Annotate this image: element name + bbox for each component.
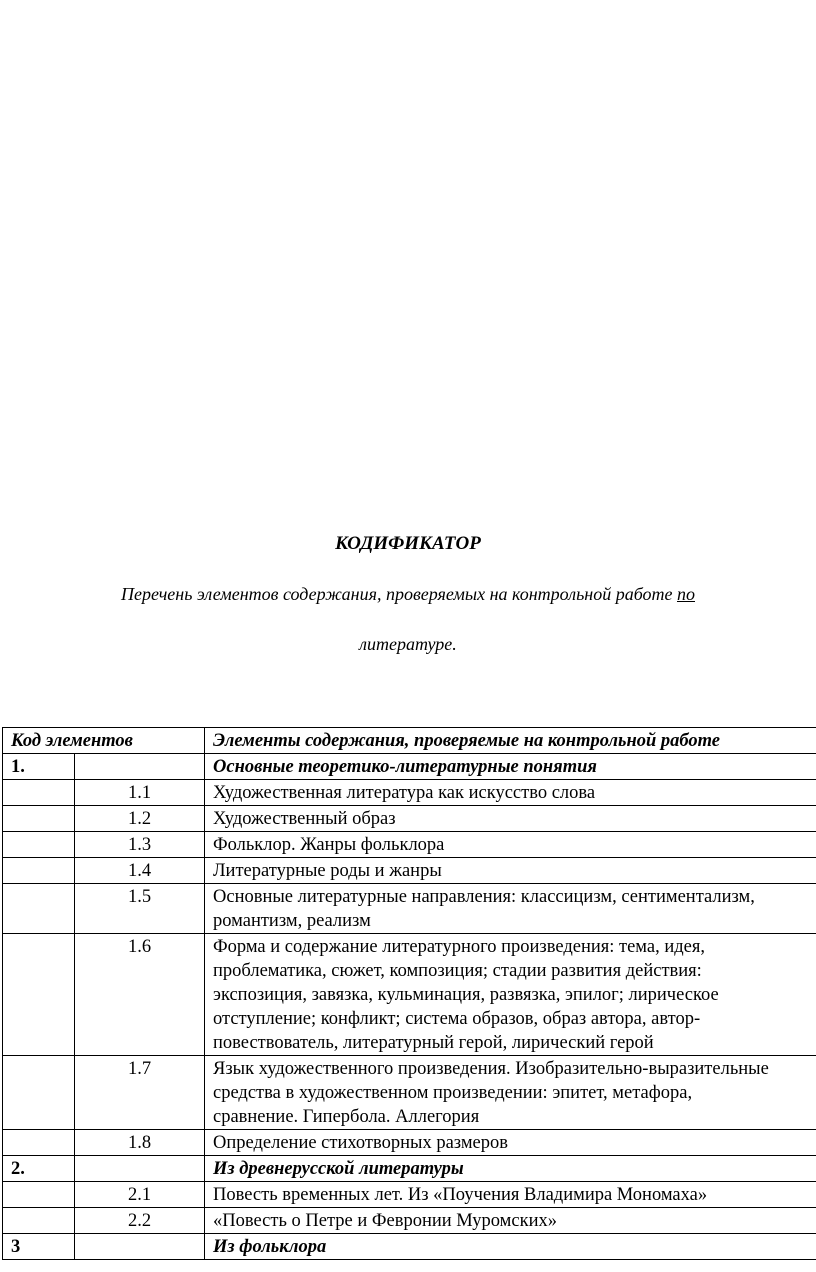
element-code: 1.3 [75,832,205,858]
content-line: отступление; конфликт; система образов, образ автора, автор- [213,1009,701,1029]
element-content [205,1182,816,1208]
element-code: 1.2 [75,806,205,832]
content-line: экспозиция, завязка, кульминация, развязка, эпилог; лирическое [213,985,719,1005]
subtitle-underlined-word: по [677,584,695,604]
empty-cell [3,806,75,832]
element-content [205,1056,816,1130]
empty-cell [3,832,75,858]
element-code: 2.2 [75,1208,205,1234]
header-code: Код элементов [3,728,205,754]
section-code: 3 [3,1234,75,1260]
empty-cell [3,858,75,884]
element-code: 2.1 [75,1182,205,1208]
element-content [205,858,816,884]
table-row [3,1056,816,1130]
section-title: Основные теоретико-литературные понятия [205,754,816,780]
content-line: романтизм, реализм [213,911,371,931]
empty-cell [3,934,75,1056]
table-row [3,780,816,806]
table-section-row [3,754,816,780]
content-line: Художественная литература как искусство слова [213,783,596,803]
table-row [3,1182,816,1208]
content-line: проблематика, сюжет, композиция; стадии развития действия: [213,961,702,981]
element-code: 1.7 [75,1056,205,1130]
content-line: Повесть временных лет. Из «Поучения Владимира Мономаха» [213,1185,708,1205]
empty-cell [3,1130,75,1156]
empty-cell [3,884,75,934]
element-content [205,780,816,806]
document-title: КОДИФИКАТОР [335,533,481,554]
subtitle-text: Перечень элементов содержания, проверяемых на контрольной работе [120,584,677,604]
subtitle-line-2: литературе. [359,634,457,654]
table-row [3,1130,816,1156]
content-line: Основные литературные направления: классицизм, сентиментализм, [213,887,755,907]
element-code: 1.5 [75,884,205,934]
section-title: Из древнерусской литературы [205,1156,816,1182]
empty-cell [3,1182,75,1208]
content-line: Определение стихотворных размеров [213,1133,508,1153]
element-content [205,1208,816,1234]
element-content [205,806,816,832]
table-row [3,934,816,1056]
section-code: 1. [3,754,75,780]
element-content [205,1130,816,1156]
element-content [205,884,816,934]
element-code: 1.8 [75,1130,205,1156]
content-line: Художественный образ [213,809,396,829]
table-section-row [3,1156,816,1182]
empty-cell [75,754,205,780]
table-row [3,1208,816,1234]
header-content: Элементы содержания, проверяемые на контрольной работе [205,728,816,754]
table-row [3,858,816,884]
empty-cell [75,1234,205,1260]
empty-cell [3,1056,75,1130]
element-content [205,832,816,858]
empty-cell [3,780,75,806]
table-header-row [3,728,816,754]
table-section-row [3,1234,816,1260]
codifier-table [2,727,816,1260]
content-line: средства в художественном произведении: эпитет, метафора, [213,1083,693,1103]
content-line: Форма и содержание литературного произведения: тема, идея, [213,937,706,957]
content-line: Язык художественного произведения. Изобразительно-выразительные [213,1059,769,1079]
content-line: сравнение. Гипербола. Аллегория [213,1107,480,1127]
element-content [205,934,816,1056]
content-line: Литературные роды и жанры [213,861,442,881]
empty-cell [75,1156,205,1182]
content-line: Фольклор. Жанры фольклора [213,835,445,855]
section-code: 2. [3,1156,75,1182]
element-code: 1.6 [75,934,205,1056]
table-row [3,884,816,934]
empty-cell [3,1208,75,1234]
element-code: 1.1 [75,780,205,806]
section-title: Из фольклора [205,1234,816,1260]
table-row [3,832,816,858]
content-line: повествователь, литературный герой, лирический герой [213,1033,654,1053]
content-line: «Повесть о Петре и Февронии Муромских» [213,1211,557,1231]
table-row [3,806,816,832]
element-code: 1.4 [75,858,205,884]
